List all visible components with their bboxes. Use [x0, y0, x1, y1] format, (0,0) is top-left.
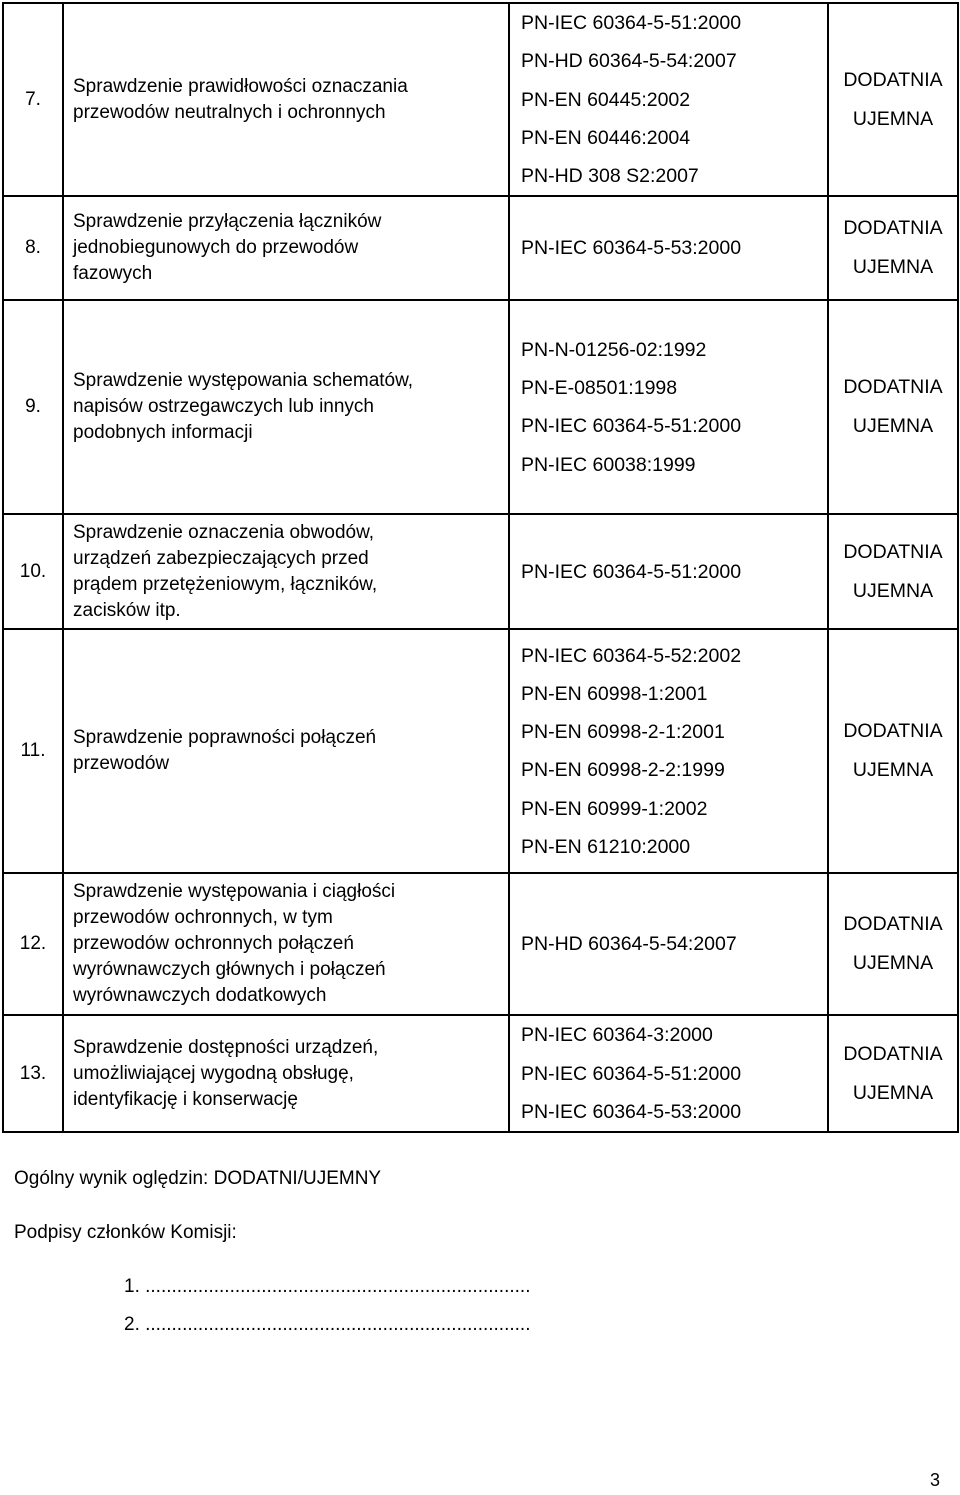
row-number: 11.	[3, 629, 63, 873]
table-row	[3, 3, 958, 196]
check-description	[63, 629, 509, 873]
description-line: jednobiegunowych do przewodów	[73, 237, 359, 259]
result-cell	[828, 1015, 958, 1132]
standards-cell	[509, 873, 828, 1015]
table-row	[3, 629, 958, 873]
row-number: 7.	[3, 3, 63, 196]
description-line: Sprawdzenie przyłączenia łączników	[73, 211, 382, 233]
table-row	[3, 196, 958, 300]
standards-cell	[509, 514, 828, 629]
description-line: przewodów ochronnych, w tym	[73, 907, 333, 929]
result-positive: DODATNIA	[843, 68, 943, 91]
description-line: Sprawdzenie występowania schematów,	[73, 370, 414, 392]
standards-cell	[509, 196, 828, 300]
description-line: urządzeń zabezpieczających przed	[73, 547, 369, 569]
standard-reference: PN-IEC 60364-5-51:2000	[521, 560, 742, 583]
standard-reference: PN-HD 308 S2:2007	[521, 165, 699, 188]
standard-reference: PN-IEC 60038:1999	[521, 453, 696, 476]
row-number: 10.	[3, 514, 63, 629]
standard-reference: PN-EN 60445:2002	[521, 88, 691, 111]
standard-reference: PN-IEC 60364-3:2000	[521, 1024, 713, 1047]
result-negative: UJEMNA	[852, 759, 934, 782]
description-line: Sprawdzenie oznaczenia obwodów,	[73, 521, 375, 543]
result-positive: DODATNIA	[843, 376, 943, 399]
description-line: Sprawdzenie prawidłowości oznaczania	[73, 75, 408, 97]
standard-reference: PN-IEC 60364-5-51:2000	[521, 12, 742, 34]
result-positive: DODATNIA	[843, 1042, 943, 1065]
table-row	[3, 873, 958, 1015]
table-row	[3, 1015, 958, 1132]
signatures-label: Podpisy członków Komisji:	[14, 1222, 237, 1243]
check-description	[63, 196, 509, 300]
row-number: 13.	[3, 1015, 63, 1132]
standard-reference: PN-EN 61210:2000	[521, 836, 691, 859]
result-negative: UJEMNA	[852, 579, 934, 602]
description-line: wyrównawczych głównych i połączeń	[73, 959, 386, 981]
check-description	[63, 514, 509, 629]
result-cell	[828, 196, 958, 300]
result-positive: DODATNIA	[843, 913, 943, 936]
description-line: napisów ostrzegawczych lub innych	[73, 396, 374, 418]
result-cell	[828, 300, 958, 514]
result-cell	[828, 873, 958, 1015]
description-line: Sprawdzenie dostępności urządzeń,	[73, 1036, 379, 1058]
description-line: Sprawdzenie poprawności połączeń	[73, 727, 377, 749]
result-positive: DODATNIA	[843, 540, 943, 563]
standard-reference: PN-IEC 60364-5-52:2002	[521, 644, 742, 667]
check-description	[63, 1015, 509, 1132]
table-row	[3, 514, 958, 629]
result-cell	[828, 514, 958, 629]
check-description	[63, 3, 509, 196]
description-line: wyrównawczych dodatkowych	[73, 985, 327, 1007]
standard-reference: PN-EN 60998-2-1:2001	[521, 721, 725, 744]
result-positive: DODATNIA	[843, 217, 943, 240]
check-description	[63, 300, 509, 514]
description-line: podobnych informacji	[73, 422, 253, 444]
description-line: przewodów	[73, 753, 170, 775]
standard-reference: PN-IEC 60364-5-51:2000	[521, 415, 742, 438]
standards-cell	[509, 629, 828, 873]
description-line: identyfikację i konserwację	[73, 1088, 298, 1110]
result-negative: UJEMNA	[852, 952, 934, 975]
result-cell	[828, 3, 958, 196]
standard-reference: PN-EN 60446:2004	[521, 126, 691, 149]
row-number: 9.	[3, 300, 63, 514]
result-negative: UJEMNA	[852, 415, 934, 438]
standards-cell	[509, 1015, 828, 1132]
description-line: Sprawdzenie występowania i ciągłości	[73, 881, 396, 903]
standards-cell	[509, 300, 828, 514]
standard-reference: PN-HD 60364-5-54:2007	[521, 933, 737, 956]
standard-reference: PN-E-08501:1998	[521, 377, 678, 400]
description-line: zacisków itp.	[73, 599, 181, 621]
standard-reference: PN-EN 60998-1:2001	[521, 682, 708, 705]
page-number: 3	[929, 1470, 940, 1490]
result-negative: UJEMNA	[852, 107, 934, 130]
standard-reference: PN-N-01256-02:1992	[521, 338, 707, 361]
description-line: prądem przetężeniowym, łączników,	[73, 573, 378, 595]
inspection-table	[2, 2, 959, 1133]
standard-reference: PN-IEC 60364-5-51:2000	[521, 1062, 742, 1085]
result-negative: UJEMNA	[852, 256, 934, 279]
standard-reference: PN-EN 60998-2-2:1999	[521, 759, 725, 782]
standard-reference: PN-HD 60364-5-54:2007	[521, 50, 737, 73]
description-line: fazowych	[73, 263, 153, 285]
description-line: umożliwiającej wygodną obsługę,	[73, 1062, 354, 1084]
description-line: przewodów ochronnych połączeń	[73, 933, 354, 955]
standard-reference: PN-EN 60999-1:2002	[521, 797, 708, 820]
table-row	[3, 300, 958, 514]
overall-result: Ogólny wynik oględzin: DODATNI/UJEMNY	[14, 1168, 382, 1189]
signature-line-2: 2. .........................................................................	[124, 1314, 531, 1335]
standard-reference: PN-IEC 60364-5-53:2000	[521, 1101, 742, 1124]
result-negative: UJEMNA	[852, 1081, 934, 1104]
result-cell	[828, 629, 958, 873]
row-number: 8.	[3, 196, 63, 300]
result-positive: DODATNIA	[843, 720, 943, 743]
description-line: przewodów neutralnych i ochronnych	[73, 101, 386, 123]
standard-reference: PN-IEC 60364-5-53:2000	[521, 237, 742, 260]
signature-line-1: 1. .........................................................................	[124, 1276, 531, 1297]
standards-cell	[509, 3, 828, 196]
row-number: 12.	[3, 873, 63, 1015]
check-description	[63, 873, 509, 1015]
